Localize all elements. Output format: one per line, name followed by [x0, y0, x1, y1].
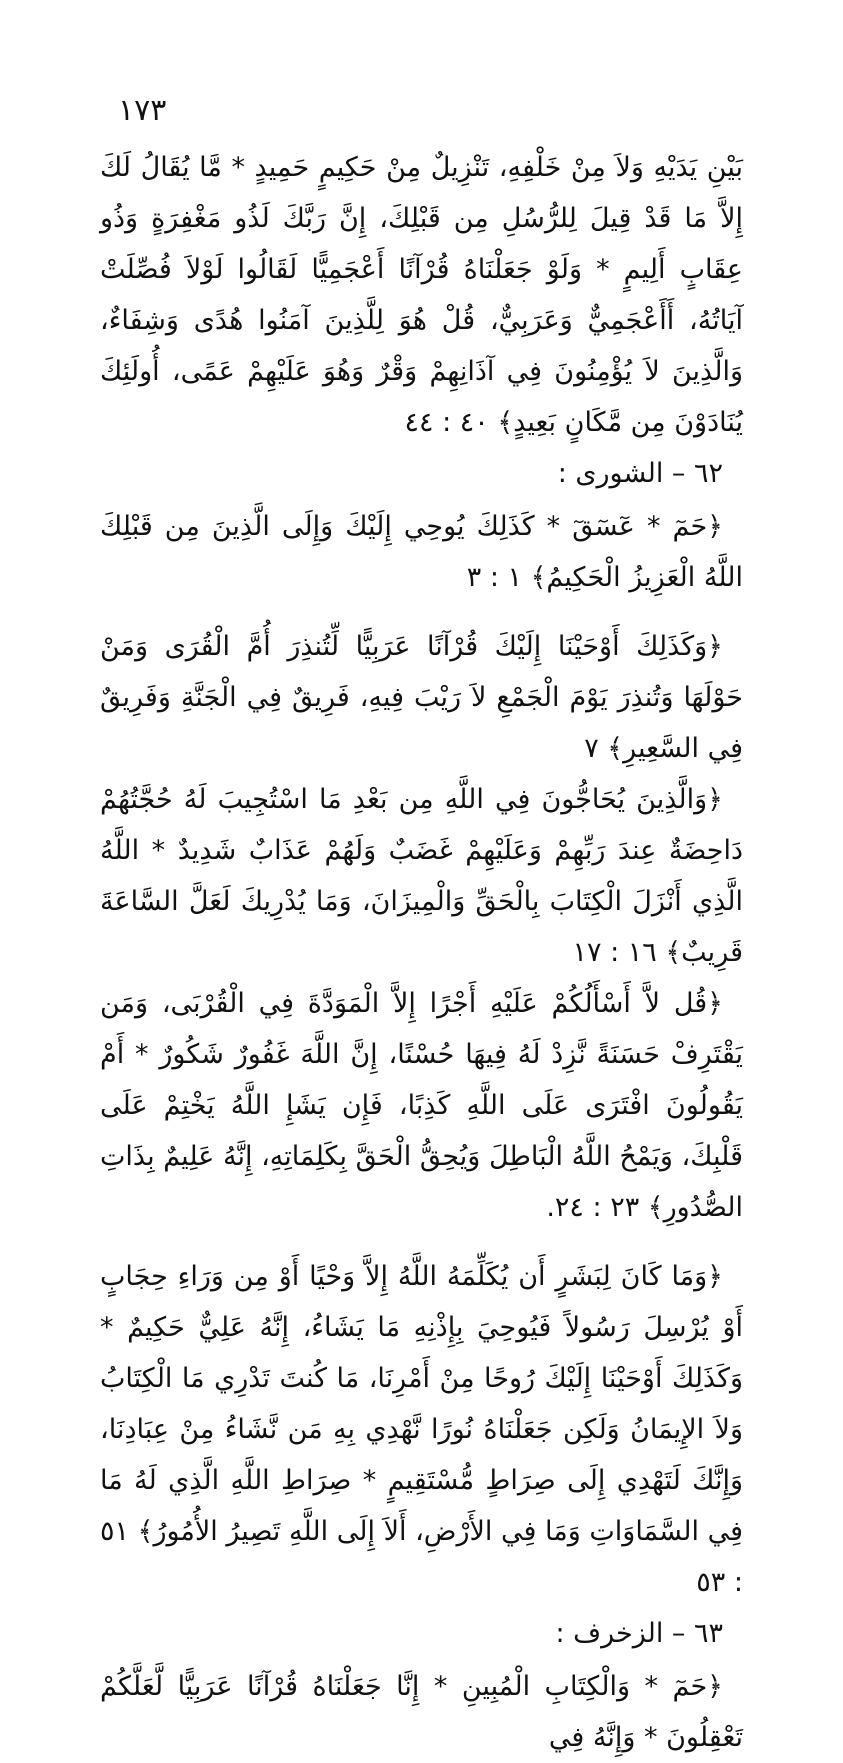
paragraph-quote: ﴿قُل لاَّ أَسْأَلُكُمْ عَلَيْهِ أَجْرًا إِلاَّ الْمَوَدَّةَ فِي الْقُرْبَى، وَمَن يَقْتَرِفْ حَسَنَةً نَّزِدْ لَهُ فِيهَا حُسْنًا، إِنَّ اللَّهَ غَفُورٌ شَكُورٌ * أَمْ يَقُولُونَ افْتَرَى عَلَى اللَّهِ كَذِبًا، فَإِن يَشَإِ اللَّهُ يَخْتِمْ عَلَى قَلْبِكَ، وَيَمْحُ اللَّهُ الْبَاطِلَ وَيُحِقُّ الْحَقَّ بِكَلِمَاتِهِ، إِنَّهُ عَلِيمٌ بِذَاتِ الصُّدُورِ﴾ ٢٣ : ٢٤. [100, 988, 743, 1223]
page-number: ١٧٣ [118, 93, 167, 128]
section-heading-shura: ٦٢ – الشورى : [557, 458, 723, 489]
paragraph-quote: ﴿حَمٓ * وَالْكِتَابِ الْمُبِينِ * إِنَّا جَعَلْنَاهُ قُرْآنًا عَرَبِيًّا لَّعَلَّكُمْ تَعْقِلُونَ * وَإِنَّهُ فِي [100, 1671, 743, 1753]
paragraph-quote: ﴿وَمَا كَانَ لِبَشَرٍ أَن يُكَلِّمَهُ اللَّهُ إِلاَّ وَحْيًا أَوْ مِن وَرَاءِ حِجَابٍ أَوْ يُرْسِلَ رَسُولاً فَيُوحِيَ بِإِذْنِهِ مَا يَشَاءُ، إِنَّهُ عَلِيٌّ حَكِيمٌ * وَكَذَلِكَ أَوْحَيْنَا إِلَيْكَ رُوحًا مِنْ أَمْرِنَا، مَا كُنتَ تَدْرِي مَا الْكِتَابُ وَلاَ الإِيمَانُ وَلَكِن جَعَلْنَاهُ نُورًا نَّهْدِي بِهِ مَن نَّشَاءُ مِنْ عِبَادِنَا، وَإِنَّكَ لَتَهْدِي إِلَى صِرَاطٍ مُّسْتَقِيمٍ * صِرَاطِ اللَّهِ الَّذِي لَهُ مَا فِي السَّمَاوَاتِ وَمَا فِي الأَرْضِ، أَلاَ إِلَى اللَّهِ تَصِيرُ الأُمُورُ﴾ ٥١ : ٥٣ [100, 1261, 743, 1598]
paragraph-quote: ﴿حَمٓ * عٓسٓقٓ * كَذَلِكَ يُوحِي إِلَيْكَ وَإِلَى الَّذِينَ مِن قَبْلِكَ اللَّهُ الْعَزِيزُ الْحَكِيمُ﴾ ١ : ٣ [100, 511, 743, 593]
paragraph-continuation: بَيْنِ يَدَيْهِ وَلاَ مِنْ خَلْفِهِ، تَنْزِيلٌ مِنْ حَكِيمٍ حَمِيدٍ * مَّا يُقَالُ لَكَ إِلاَّ مَا قَدْ قِيلَ لِلرُّسُلِ مِن قَبْلِكَ، إِنَّ رَبَّكَ لَذُو مَغْفِرَةٍ وَذُو عِقَابٍ أَلِيمٍ * وَلَوْ جَعَلْنَاهُ قُرْآنًا أَعْجَمِيًّا لَقَالُوا لَوْلاَ فُصِّلَتْ آيَاتُهُ، أَأَعْجَمِيٌّ وَعَرَبِيٌّ، قُلْ هُوَ لِلَّذِينَ آمَنُوا هُدًى وَشِفَاءٌ، وَالَّذِينَ لاَ يُؤْمِنُونَ فِي آذَانِهِمْ وَقْرٌ وَهُوَ عَلَيْهِمْ عَمًى، أُولَئِكَ يُنَادَوْنَ مِن مَّكَانٍ بَعِيدٍ﴾ ٤٠ : ٤٤ [100, 152, 743, 438]
paragraph-quote: ﴿وَالَّذِينَ يُحَاجُّونَ فِي اللَّهِ مِن بَعْدِ مَا اسْتُجِيبَ لَهُ حُجَّتُهُمْ دَاحِضَةٌ عِندَ رَبِّهِمْ وَعَلَيْهِمْ غَضَبٌ وَلَهُمْ عَذَابٌ شَدِيدٌ * اللَّهُ الَّذِي أَنْزَلَ الْكِتَابَ بِالْحَقِّ وَالْمِيزَانَ، وَمَا يُدْرِيكَ لَعَلَّ السَّاعَةَ قَرِيبٌ﴾ ١٦ : ١٧ [100, 784, 743, 968]
paragraph-quote: ﴿وَكَذَلِكَ أَوْحَيْنَا إِلَيْكَ قُرْآنًا عَرَبِيًّا لِّتُنذِرَ أُمَّ الْقُرَى وَمَنْ حَوْلَهَا وَتُنذِرَ يَوْمَ الْجَمْعِ لاَ رَيْبَ فِيهِ، فَرِيقٌ فِي الْجَنَّةِ وَفَرِيقٌ فِي السَّعِيرِ﴾ ٧ [100, 631, 743, 764]
section-heading-zukhruf: ٦٣ – الزخرف : [555, 1618, 723, 1649]
page-body [100, 142, 743, 1763]
